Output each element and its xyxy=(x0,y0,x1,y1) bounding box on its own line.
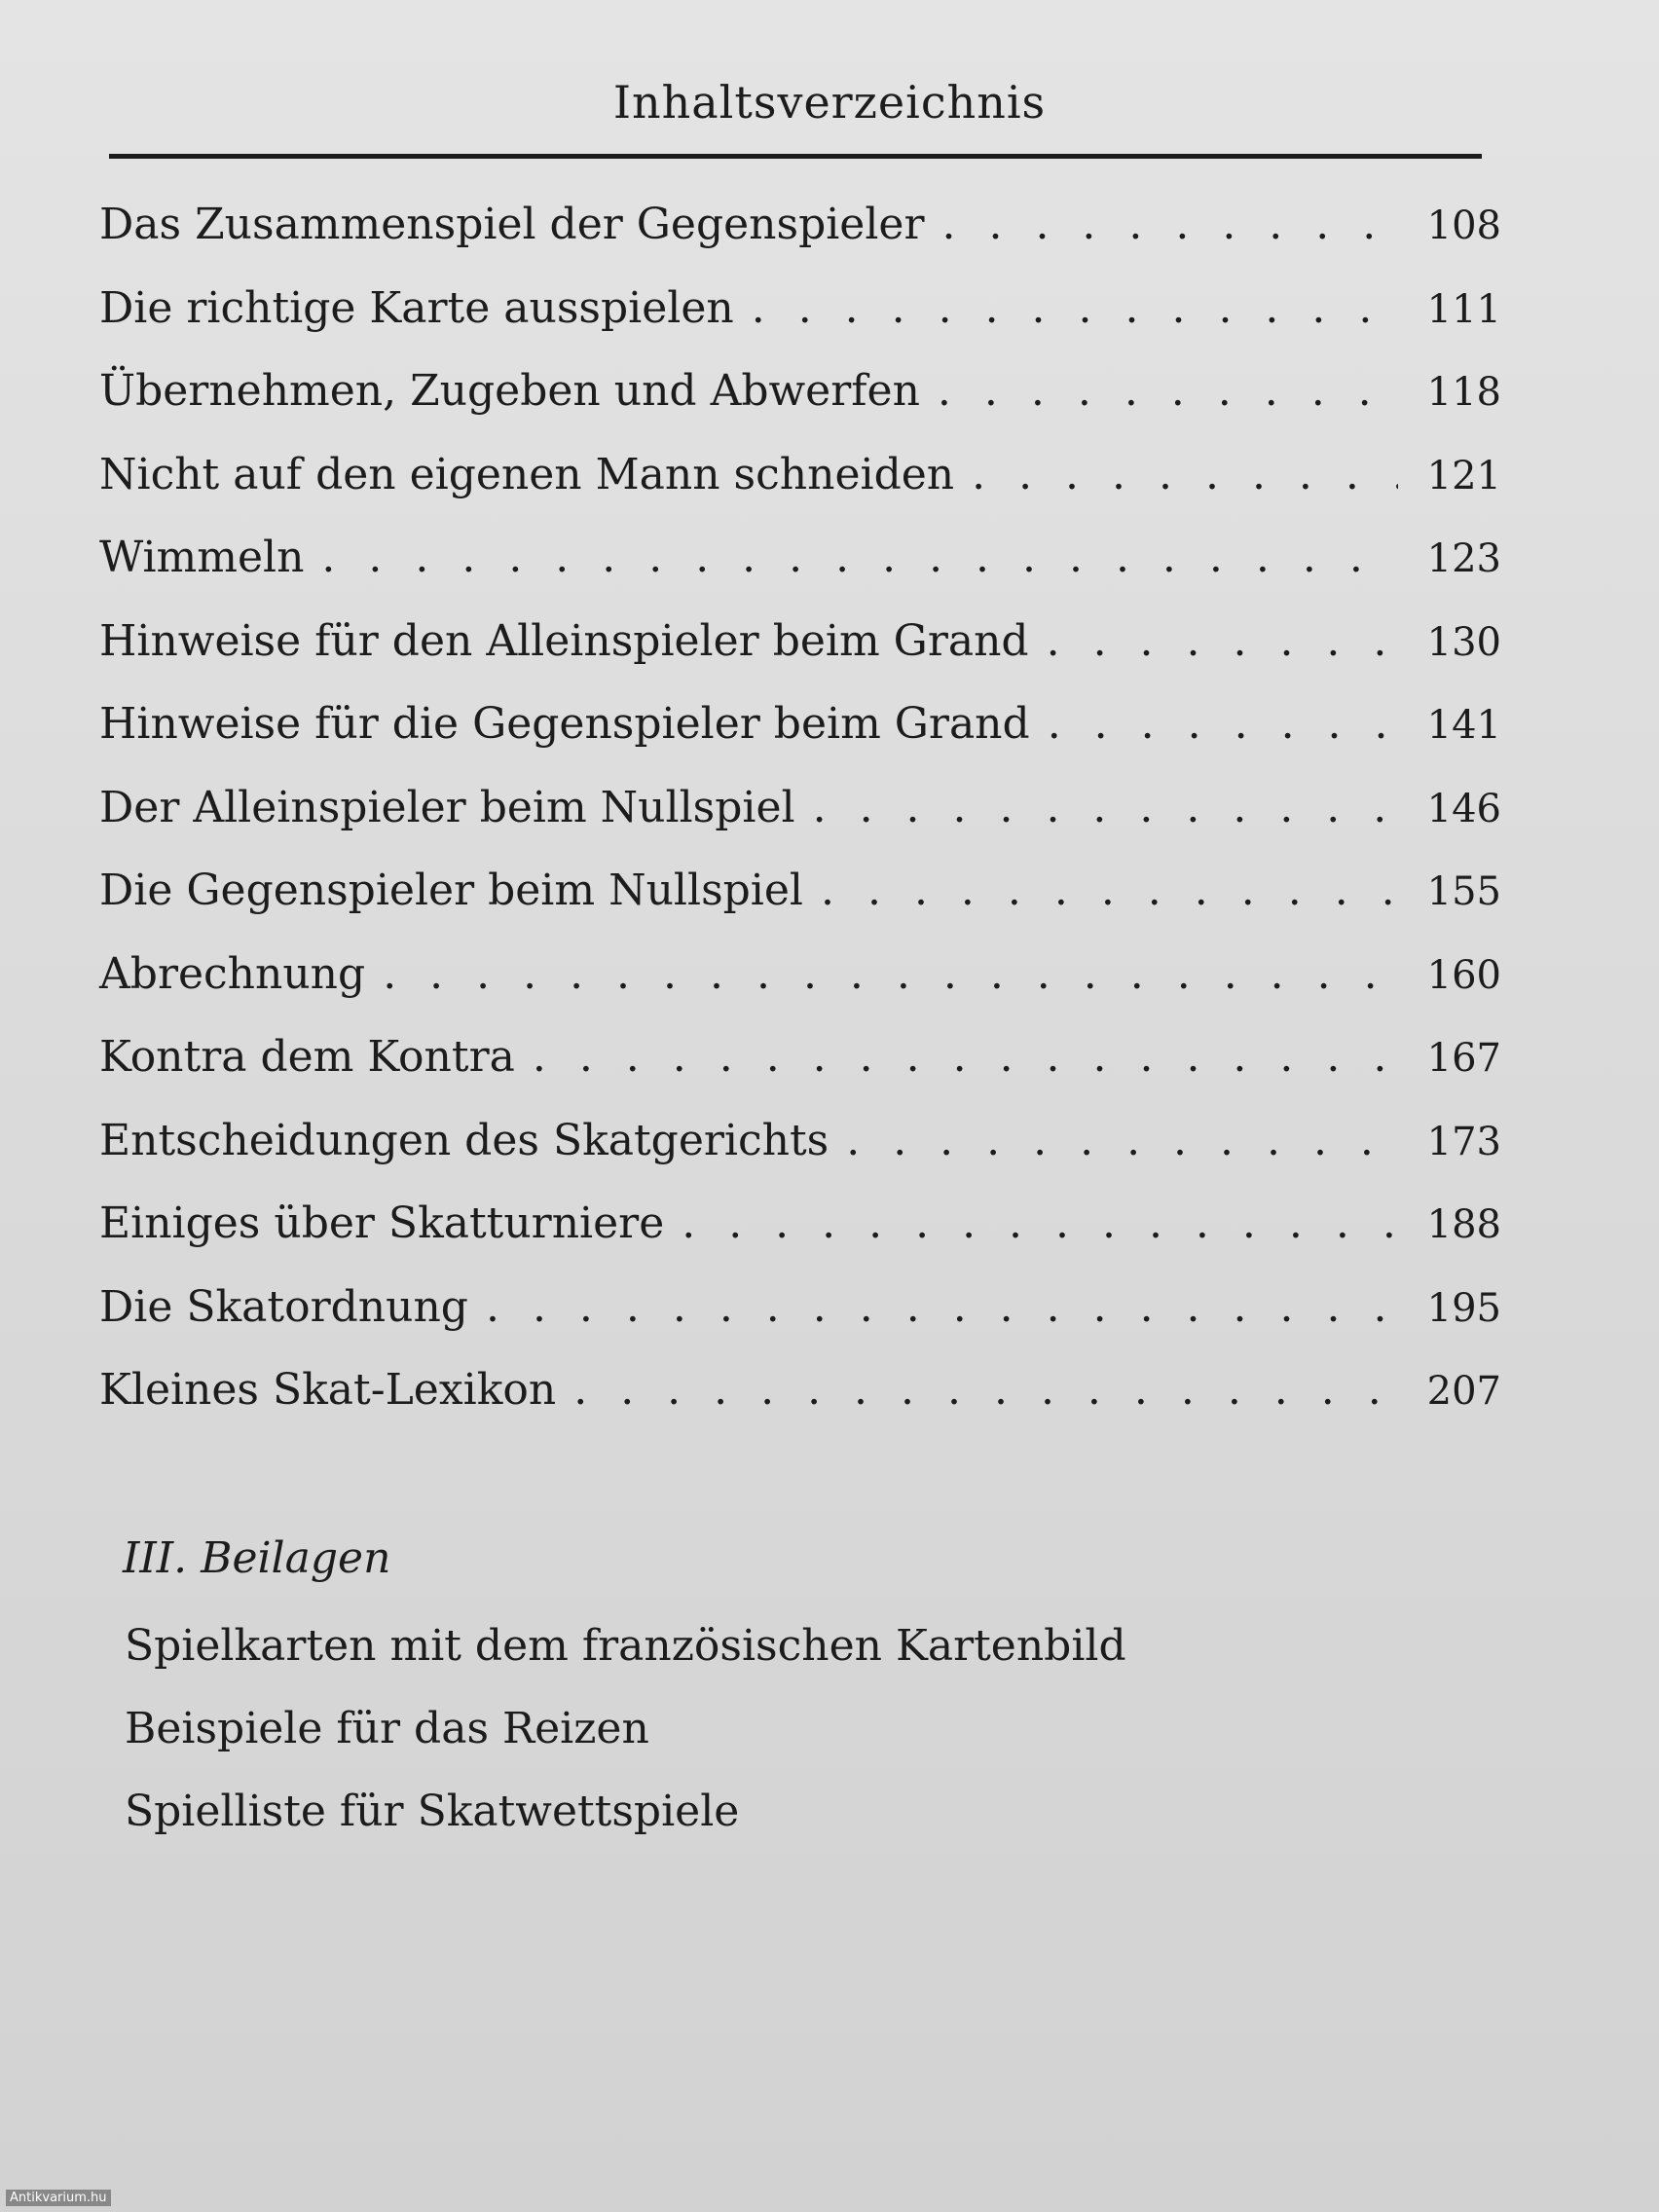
table-of-contents xyxy=(99,200,1501,1449)
toc-leader-dots xyxy=(942,200,1399,249)
toc-entry-title: Kontra dem Kontra xyxy=(99,1032,515,1082)
toc-entry-page: 173 xyxy=(1426,1119,1501,1164)
toc-entry xyxy=(99,283,1501,367)
appendix-item: Spielkarten mit dem französischen Kartenbild xyxy=(125,1621,1126,1671)
toc-leader-dots xyxy=(682,1198,1398,1248)
toc-entry-title: Hinweise für die Gegenspieler beim Grand xyxy=(99,699,1030,749)
toc-leader-dots xyxy=(1047,616,1398,666)
page-header: Inhaltsverzeichnis xyxy=(612,76,1047,129)
toc-leader-dots xyxy=(533,1032,1398,1082)
toc-entry xyxy=(99,699,1501,783)
toc-leader-dots xyxy=(383,949,1398,999)
section-heading: III. Beilagen xyxy=(123,1533,391,1583)
toc-entry xyxy=(99,949,1501,1033)
toc-entry-page: 195 xyxy=(1426,1285,1501,1331)
toc-entry xyxy=(99,1032,1501,1116)
toc-entry-title: Die richtige Karte ausspielen xyxy=(99,282,734,333)
toc-entry-title: Kleines Skat-Lexikon xyxy=(99,1365,557,1415)
toc-entry-title: Einiges über Skatturniere xyxy=(99,1198,665,1248)
toc-entry-title: Entscheidungen des Skatgerichts xyxy=(99,1115,830,1165)
toc-entry xyxy=(99,1116,1501,1199)
toc-entry-page: 146 xyxy=(1426,786,1501,831)
toc-entry-title: Abrechnung xyxy=(99,948,366,999)
toc-leader-dots xyxy=(938,366,1398,416)
toc-leader-dots xyxy=(752,283,1398,333)
toc-entry xyxy=(99,783,1501,866)
toc-entry xyxy=(99,1365,1501,1449)
toc-entry xyxy=(99,866,1501,949)
toc-entry-title: Hinweise für den Alleinspieler beim Grand xyxy=(99,615,1029,666)
toc-entry-page: 130 xyxy=(1426,619,1501,665)
toc-entry-title: Nicht auf den eigenen Mann schneiden xyxy=(99,449,955,499)
toc-entry-page: 118 xyxy=(1426,370,1501,415)
toc-entry-page: 141 xyxy=(1426,703,1501,748)
toc-entry-page: 121 xyxy=(1426,453,1501,498)
toc-entry-page: 123 xyxy=(1426,536,1501,581)
toc-entry-page: 108 xyxy=(1426,203,1501,248)
toc-entry-page: 207 xyxy=(1426,1369,1501,1414)
toc-entry-title: Das Zusammenspiel der Gegenspieler xyxy=(99,200,925,249)
toc-entry xyxy=(99,1198,1501,1282)
toc-entry-title: Übernehmen, Zugeben und Abwerfen xyxy=(99,366,920,416)
toc-entry-title: Die Gegenspieler beim Nullspiel xyxy=(99,866,803,915)
toc-leader-dots xyxy=(1048,699,1398,749)
toc-entry-page: 111 xyxy=(1426,286,1501,332)
toc-leader-dots xyxy=(846,1116,1398,1165)
watermark: Antikvarium.hu xyxy=(6,2190,111,2206)
toc-leader-dots xyxy=(821,866,1398,915)
toc-leader-dots xyxy=(321,533,1398,582)
toc-entry xyxy=(99,533,1501,616)
header-rule xyxy=(109,154,1482,159)
appendix-item: Spielliste für Skatwettspiele xyxy=(125,1787,740,1836)
toc-entry-title: Die Skatordnung xyxy=(99,1281,468,1332)
toc-entry xyxy=(99,1282,1501,1366)
toc-leader-dots xyxy=(573,1365,1398,1415)
appendix-list xyxy=(125,1621,1126,1869)
toc-entry-page: 160 xyxy=(1426,952,1501,998)
toc-entry xyxy=(99,366,1501,450)
toc-entry-page: 167 xyxy=(1426,1036,1501,1081)
toc-entry xyxy=(99,616,1501,700)
appendix-item: Beispiele für das Reizen xyxy=(125,1704,649,1753)
toc-leader-dots xyxy=(486,1282,1398,1332)
toc-leader-dots xyxy=(972,450,1398,499)
toc-leader-dots xyxy=(813,783,1398,832)
toc-entry-title: Wimmeln xyxy=(99,533,305,582)
toc-entry-page: 188 xyxy=(1426,1202,1501,1247)
toc-entry xyxy=(99,450,1501,534)
toc-entry-title: Der Alleinspieler beim Nullspiel xyxy=(99,782,795,832)
toc-entry xyxy=(99,200,1501,283)
toc-entry-page: 155 xyxy=(1426,869,1501,914)
